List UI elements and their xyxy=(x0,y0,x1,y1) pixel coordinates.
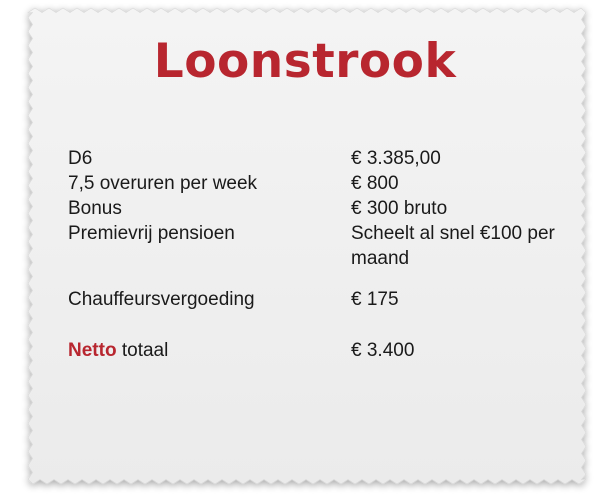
line-value: € 3.385,00 xyxy=(351,148,441,169)
line-value: € 800 xyxy=(351,173,399,194)
line-value: € 300 bruto xyxy=(351,198,448,219)
line-label: Chauffeursvergoeding xyxy=(68,289,255,310)
line-d6 xyxy=(68,146,568,171)
total-label xyxy=(68,338,351,363)
salary-lines xyxy=(68,146,568,363)
line-overtime xyxy=(68,171,568,196)
total-value: € 3.400 xyxy=(351,340,415,361)
line-bonus xyxy=(68,196,568,221)
line-label: Bonus xyxy=(68,198,122,219)
line-pension xyxy=(68,221,568,271)
line-label: 7,5 overuren per week xyxy=(68,173,258,194)
line-net-total xyxy=(68,338,568,363)
line-value: Scheelt al snel €100 per maand xyxy=(351,223,555,269)
line-label: D6 xyxy=(68,148,93,169)
line-driver-allowance xyxy=(68,287,568,312)
line-value: € 175 xyxy=(351,289,399,310)
net-label: Netto xyxy=(68,340,117,361)
total-word: totaal xyxy=(121,340,169,361)
page-title: Loonstrook xyxy=(153,34,457,89)
line-label: Premievrij pensioen xyxy=(68,223,235,244)
